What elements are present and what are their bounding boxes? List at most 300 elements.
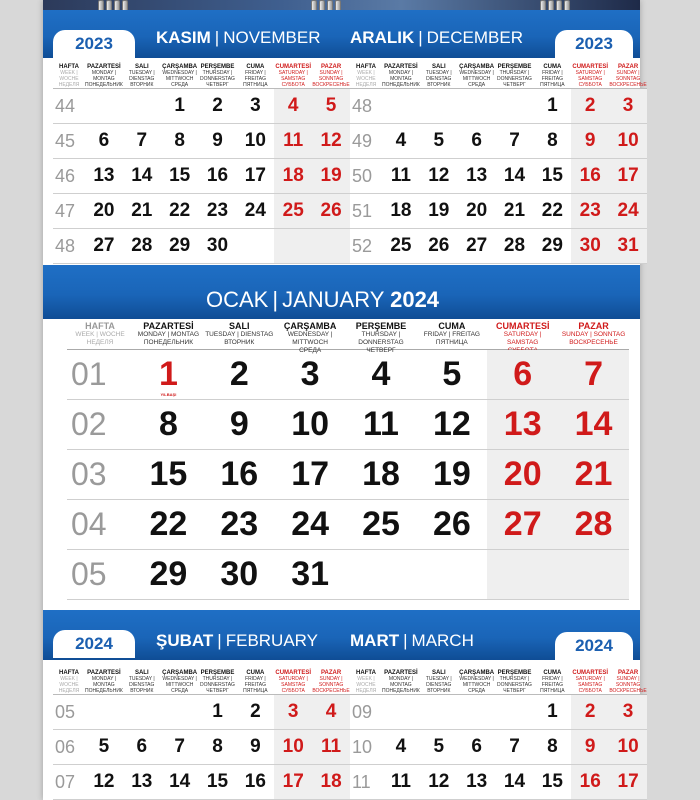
day-cell: 3 bbox=[250, 95, 261, 116]
weekday-header bbox=[571, 668, 609, 694]
month-title-february: ŞUBAT | FEBRUARY bbox=[156, 631, 318, 650]
day-cell: 13 bbox=[466, 165, 488, 186]
day-cell: 7 bbox=[174, 736, 185, 757]
day-cell: 29 bbox=[149, 555, 188, 593]
month-name-tr: MART bbox=[350, 631, 400, 650]
weekday-name-translations: WEEK | WOCHE НЕДЕЛЯ bbox=[355, 676, 377, 694]
day-cell: 6 bbox=[98, 130, 110, 151]
weekday-name-translations: SUNDAY | SONNTAG ВОСКРЕСЕНЬЕ bbox=[312, 676, 350, 694]
day-cell: 17 bbox=[244, 165, 266, 186]
day-cell: 11 bbox=[312, 730, 350, 764]
weekday-name-translations: THURSDAY | DONNERSTAG ЧЕТВЕРГ bbox=[497, 70, 532, 88]
weekday-name-translations: TUESDAY | DIENSTAG ВТОРНИК bbox=[425, 676, 452, 694]
weekday-header bbox=[420, 668, 458, 694]
day-cell bbox=[558, 550, 629, 599]
week-number: 09 bbox=[352, 702, 373, 722]
weekday-name-translations: FRIDAY | FREITAG ПЯТНИЦА bbox=[540, 70, 565, 88]
weekday-name-translations: SATURDAY | SAMSTAG СУББОТА bbox=[278, 676, 308, 694]
week-row bbox=[67, 500, 629, 550]
week-number: 10 bbox=[352, 737, 373, 757]
day-cell bbox=[496, 89, 534, 123]
day-cell: 17 bbox=[274, 765, 312, 799]
week-column-header bbox=[53, 62, 85, 88]
day-cell: 2 bbox=[229, 355, 249, 393]
day-cell bbox=[458, 695, 496, 729]
day-cell: 26 bbox=[432, 505, 471, 543]
month-name-tr: ARALIK bbox=[350, 28, 415, 47]
weekday-header bbox=[199, 668, 237, 694]
day-cell: 17 bbox=[609, 765, 647, 799]
holiday-label: YILBAŞI bbox=[160, 392, 177, 397]
weekday-header bbox=[123, 668, 161, 694]
day-cell bbox=[123, 89, 161, 123]
weekday-name-translations: THURSDAY | DONNERSTAG ЧЕТВЕРГ bbox=[497, 676, 532, 694]
day-cell: 19 bbox=[312, 159, 350, 193]
weekday-name-tr: ÇARŞAMBA bbox=[459, 64, 495, 70]
weekday-header-row bbox=[350, 62, 647, 89]
weekday-header bbox=[382, 668, 420, 694]
weekday-name-tr: PERŞEMBE bbox=[497, 64, 532, 70]
month-name-tr: ŞUBAT bbox=[156, 631, 214, 650]
week-row bbox=[53, 124, 350, 159]
day-cell: 18 bbox=[312, 765, 350, 799]
day-cell: 12 bbox=[428, 165, 450, 186]
day-cell: 13 bbox=[466, 771, 488, 792]
week-row bbox=[350, 159, 647, 194]
day-cell: 5 bbox=[442, 355, 462, 393]
day-cell: 18 bbox=[390, 200, 412, 221]
weekday-header bbox=[312, 668, 350, 694]
month-year: 2024 bbox=[390, 287, 440, 312]
day-cell: 1 bbox=[547, 95, 558, 116]
day-cell: 12 bbox=[432, 405, 471, 443]
day-cell: 14 bbox=[503, 165, 526, 186]
weekday-name-translations: SATURDAY | SAMSTAG СУББОТА bbox=[278, 70, 308, 88]
weekday-name-tr: SALI bbox=[134, 64, 149, 70]
weekday-name-tr: PAZARTESİ bbox=[384, 670, 418, 676]
week-number: 01 bbox=[71, 356, 107, 392]
day-cell: 8 bbox=[212, 736, 223, 757]
day-cell: 2 bbox=[250, 701, 261, 722]
day-cell: 8 bbox=[547, 130, 558, 151]
day-cell: 21 bbox=[558, 450, 629, 499]
day-cell: 12 bbox=[428, 771, 450, 792]
week-row bbox=[53, 229, 350, 264]
weekday-header bbox=[496, 62, 534, 88]
day-cell: 20 bbox=[466, 200, 488, 221]
weekday-name-translations: WEEK | WOCHE НЕДЕЛЯ bbox=[58, 70, 80, 88]
day-cell: 4 bbox=[274, 89, 312, 123]
weekday-name-translations: THURSDAY | DONNERSTAG ЧЕТВЕРГ bbox=[358, 331, 404, 354]
weekday-header bbox=[458, 668, 496, 694]
weekday-name-translations: FRIDAY | FREITAG ПЯТНИЦА bbox=[243, 676, 268, 694]
day-cell: 15 bbox=[169, 165, 191, 186]
weekday-header bbox=[382, 62, 420, 88]
day-cell: 1 bbox=[547, 701, 558, 722]
day-cell: 10 bbox=[291, 405, 330, 443]
weekday-name-tr: ÇARŞAMBA bbox=[459, 670, 495, 676]
weekday-header bbox=[458, 62, 496, 88]
weekday-name-tr: ÇARŞAMBA bbox=[283, 321, 337, 331]
weekday-header bbox=[161, 62, 199, 88]
day-cell: 17 bbox=[609, 159, 647, 193]
day-cell: 2 bbox=[571, 89, 609, 123]
day-cell: 3 bbox=[609, 695, 647, 729]
month-grid-november bbox=[53, 62, 350, 264]
weekday-name-translations: TUESDAY | DIENSTAG ВТОРНИК bbox=[128, 70, 155, 88]
day-cell: 6 bbox=[471, 736, 482, 757]
day-cell: 12 bbox=[312, 124, 350, 158]
day-cell: 24 bbox=[244, 200, 266, 221]
weekday-name-translations: FRIDAY | FREITAG ПЯТНИЦА bbox=[423, 331, 480, 346]
week-number: 51 bbox=[352, 201, 373, 221]
week-row bbox=[350, 194, 647, 229]
day-cell: 23 bbox=[220, 505, 259, 543]
weekday-header bbox=[571, 62, 609, 88]
day-cell bbox=[236, 229, 274, 263]
weekday-name-tr: HAFTA bbox=[356, 64, 376, 70]
weekday-name-tr: HAFTA bbox=[85, 321, 115, 331]
day-cell: 13 bbox=[487, 400, 558, 449]
day-cell bbox=[496, 695, 534, 729]
day-cell: 10 bbox=[609, 124, 647, 158]
day-cell: 1 bbox=[212, 701, 223, 722]
day-cell: 11 bbox=[390, 771, 411, 792]
week-row bbox=[350, 765, 647, 800]
weekday-header bbox=[274, 668, 312, 694]
day-cell: 16 bbox=[571, 765, 609, 799]
day-cell: 16 bbox=[206, 165, 229, 186]
weekday-name-tr: PAZAR bbox=[320, 670, 342, 676]
day-cell: 4 bbox=[371, 355, 391, 393]
weekday-name-translations: WEDNESDAY | MITTWOCH СРЕДА bbox=[459, 676, 494, 694]
day-cell: 31 bbox=[291, 555, 330, 593]
day-cell: 3 bbox=[300, 355, 320, 393]
weekday-header bbox=[123, 62, 161, 88]
day-cell: 22 bbox=[169, 200, 191, 221]
weekday-header bbox=[85, 668, 123, 694]
weekday-name-translations: WEEK | WOCHE НЕДЕЛЯ bbox=[58, 676, 80, 694]
day-cell: 30 bbox=[220, 555, 259, 593]
month-grid-february bbox=[53, 668, 350, 800]
day-cell bbox=[382, 695, 420, 729]
day-cell: 14 bbox=[558, 400, 629, 449]
weekday-header bbox=[312, 62, 350, 88]
day-cell: 7 bbox=[509, 736, 520, 757]
month-grid-december bbox=[350, 62, 647, 264]
month-name-en: DECEMBER bbox=[426, 28, 523, 47]
header-band-top bbox=[43, 10, 640, 58]
weekday-name-tr: CUMARTESİ bbox=[572, 64, 609, 70]
week-number: 03 bbox=[71, 456, 107, 492]
day-cell: 24 bbox=[609, 194, 647, 228]
year-tab-left: 2024 bbox=[53, 630, 135, 658]
weekday-header bbox=[609, 668, 647, 694]
weekday-name-tr: PAZAR bbox=[617, 64, 639, 70]
day-cell: 28 bbox=[503, 235, 526, 256]
week-number: 44 bbox=[55, 96, 76, 116]
day-cell: 23 bbox=[206, 200, 229, 221]
weekday-name-translations: WEDNESDAY | MITTWOCH СРЕДА bbox=[287, 331, 333, 354]
weekday-name-translations: THURSDAY | DONNERSTAG ЧЕТВЕРГ bbox=[200, 70, 235, 88]
weekday-header bbox=[533, 62, 571, 88]
weekday-name-tr: CUMARTESİ bbox=[275, 670, 312, 676]
month-title-march: MART | MARCH bbox=[350, 631, 474, 650]
day-cell: 5 bbox=[433, 736, 445, 757]
month-name-tr: KASIM bbox=[156, 28, 211, 47]
day-cell: 26 bbox=[428, 235, 450, 256]
week-number: 05 bbox=[71, 556, 107, 592]
day-cell: 13 bbox=[131, 771, 153, 792]
weekday-name-tr: ÇARŞAMBA bbox=[162, 670, 198, 676]
day-cell: 15 bbox=[541, 165, 563, 186]
weekday-name-tr: CUMA bbox=[543, 670, 562, 676]
day-cell bbox=[420, 89, 458, 123]
weekday-header-row bbox=[53, 668, 350, 695]
week-row bbox=[350, 695, 647, 730]
day-cell: 28 bbox=[131, 235, 153, 256]
weekday-header bbox=[533, 668, 571, 694]
weekday-name-tr: PAZAR bbox=[617, 670, 639, 676]
weekday-header bbox=[161, 668, 199, 694]
weekday-name-tr: PAZAR bbox=[320, 64, 342, 70]
weekday-header bbox=[236, 668, 274, 694]
week-number: 50 bbox=[352, 166, 373, 186]
weekday-name-tr: ÇARŞAMBA bbox=[162, 64, 198, 70]
day-cell bbox=[382, 89, 420, 123]
day-cell: 8 bbox=[174, 130, 185, 151]
week-row bbox=[53, 194, 350, 229]
weekday-header bbox=[420, 62, 458, 88]
header-band-january bbox=[43, 265, 640, 319]
day-cell: 2 bbox=[571, 695, 609, 729]
week-number: 06 bbox=[55, 737, 76, 757]
week-number: 04 bbox=[71, 506, 107, 542]
weekday-name-translations: WEDNESDAY | MITTWOCH СРЕДА bbox=[162, 70, 197, 88]
day-cell: 22 bbox=[541, 200, 563, 221]
day-cell: 16 bbox=[244, 771, 266, 792]
day-cell: 10 bbox=[609, 730, 647, 764]
day-cell: 28 bbox=[558, 500, 629, 549]
week-number: 07 bbox=[55, 772, 76, 792]
weekday-name-translations: SUNDAY | SONNTAG ВОСКРЕСЕНЬЕ bbox=[312, 70, 350, 88]
month-title-november: KASIM | NOVEMBER bbox=[156, 28, 321, 47]
day-cell: 25 bbox=[362, 505, 400, 543]
day-cell: 10 bbox=[274, 730, 312, 764]
day-cell: 22 bbox=[149, 505, 188, 543]
week-number: 05 bbox=[55, 702, 76, 722]
day-cell: 13 bbox=[93, 165, 115, 186]
day-cell: 19 bbox=[428, 200, 450, 221]
weekday-name-tr: CUMARTESİ bbox=[495, 321, 550, 331]
day-cell: 18 bbox=[274, 159, 312, 193]
month-name-en: NOVEMBER bbox=[223, 28, 321, 47]
day-cell: 15 bbox=[541, 771, 563, 792]
weekday-name-tr: PAZARTESİ bbox=[87, 670, 121, 676]
weekday-name-translations: MONDAY | MONTAG ПОНЕДЕЛЬНИК bbox=[85, 70, 123, 88]
week-row bbox=[350, 229, 647, 264]
week-row bbox=[53, 89, 350, 124]
year-tab-left: 2023 bbox=[53, 30, 135, 58]
day-cell: 16 bbox=[220, 455, 259, 493]
week-number: 45 bbox=[55, 131, 76, 151]
day-cell: 6 bbox=[136, 736, 148, 757]
day-cell: 30 bbox=[206, 235, 229, 256]
weekday-header bbox=[609, 62, 647, 88]
week-number: 46 bbox=[55, 166, 76, 186]
day-cell: 11 bbox=[390, 165, 411, 186]
weekday-header bbox=[496, 668, 534, 694]
week-number: 49 bbox=[352, 131, 373, 151]
day-cell: 25 bbox=[390, 235, 412, 256]
week-row bbox=[350, 730, 647, 765]
week-row bbox=[53, 730, 350, 765]
week-number: 47 bbox=[55, 201, 76, 221]
month-name-en: FEBRUARY bbox=[225, 631, 318, 650]
day-cell: 8 bbox=[547, 736, 558, 757]
weekday-name-tr: PERŞEMBE bbox=[200, 64, 235, 70]
weekday-name-tr: SALI bbox=[229, 321, 250, 331]
weekday-name-translations: THURSDAY | DONNERSTAG ЧЕТВЕРГ bbox=[200, 676, 235, 694]
weekday-name-translations: SUNDAY | SONNTAG ВОСКРЕСЕНЬЕ bbox=[609, 70, 647, 88]
month-title-january: OCAK | JANUARY 2024 bbox=[206, 287, 440, 312]
header-band-bottom bbox=[43, 610, 640, 660]
calendar-sheet bbox=[43, 0, 647, 800]
weekday-name-translations: TUESDAY | DIENSTAG ВТОРНИК bbox=[205, 331, 274, 346]
day-cell: 2 bbox=[212, 95, 223, 116]
weekday-header-row bbox=[67, 319, 629, 354]
weekday-name-translations: WEEK | WOCHE НЕДЕЛЯ bbox=[75, 331, 125, 346]
weekday-name-tr: PERŞEMBE bbox=[497, 670, 532, 676]
weekday-name-tr: PERŞEMBE bbox=[200, 670, 235, 676]
week-row bbox=[67, 400, 629, 450]
weekday-name-translations: FRIDAY | FREITAG ПЯТНИЦА bbox=[540, 676, 565, 694]
day-cell: 1 YILBAŞI bbox=[158, 355, 178, 397]
day-cell: 20 bbox=[93, 200, 115, 221]
day-cell: 14 bbox=[503, 771, 526, 792]
day-cell bbox=[161, 695, 199, 729]
week-column-header bbox=[350, 668, 382, 694]
day-cell: 21 bbox=[131, 200, 153, 221]
week-row bbox=[53, 765, 350, 800]
weekday-name-translations: MONDAY | MONTAG ПОНЕДЕЛЬНИК bbox=[137, 331, 200, 346]
weekday-name-translations: MONDAY | MONTAG ПОНЕДЕЛЬНИК bbox=[382, 70, 420, 88]
day-cell: 21 bbox=[503, 200, 526, 221]
week-column-header bbox=[53, 668, 85, 694]
day-cell bbox=[85, 89, 123, 123]
day-cell: 9 bbox=[571, 730, 609, 764]
weekday-name-tr: SALI bbox=[431, 670, 446, 676]
year-tab-right: 2023 bbox=[555, 30, 633, 58]
weekday-name-tr: PERŞEMBE bbox=[355, 321, 407, 331]
day-cell: 14 bbox=[131, 165, 153, 186]
weekday-header-row bbox=[53, 62, 350, 89]
day-cell: 7 bbox=[509, 130, 520, 151]
day-cell: 7 bbox=[558, 350, 629, 399]
day-cell: 27 bbox=[93, 235, 115, 256]
day-cell: 10 bbox=[244, 130, 266, 151]
weekday-name-tr: PAZARTESİ bbox=[384, 64, 418, 70]
week-number: 48 bbox=[55, 236, 76, 256]
day-cell: 5 bbox=[98, 736, 110, 757]
day-cell: 5 bbox=[312, 89, 350, 123]
day-cell: 20 bbox=[487, 450, 558, 499]
day-cell: 6 bbox=[471, 130, 482, 151]
day-cell: 12 bbox=[93, 771, 115, 792]
weekday-header-row bbox=[350, 668, 647, 695]
weekday-name-tr: HAFTA bbox=[59, 670, 79, 676]
month-name-en: MARCH bbox=[411, 631, 474, 650]
day-cell: 3 bbox=[274, 695, 312, 729]
weekday-name-translations: SATURDAY | SAMSTAG bbox=[503, 331, 542, 346]
day-cell: 11 bbox=[274, 124, 312, 158]
weekday-name-translations: MONDAY | MONTAG ПОНЕДЕЛЬНИК bbox=[85, 676, 123, 694]
month-name-tr: OCAK bbox=[206, 287, 269, 312]
weekday-name-tr: SALI bbox=[134, 670, 149, 676]
day-cell bbox=[123, 695, 161, 729]
day-cell: 30 bbox=[571, 229, 609, 263]
week-row bbox=[350, 124, 647, 159]
day-cell bbox=[346, 550, 417, 599]
day-cell bbox=[312, 229, 350, 263]
weekday-name-translations: WEDNESDAY | MITTWOCH СРЕДА bbox=[162, 676, 197, 694]
day-cell: 18 bbox=[362, 455, 400, 493]
day-cell: 4 bbox=[312, 695, 350, 729]
day-cell: 27 bbox=[487, 500, 558, 549]
day-cell: 31 bbox=[609, 229, 647, 263]
week-number: 02 bbox=[71, 406, 107, 442]
weekday-header bbox=[85, 62, 123, 88]
day-cell bbox=[487, 550, 558, 599]
day-cell bbox=[420, 695, 458, 729]
weekday-header bbox=[199, 62, 237, 88]
day-cell: 7 bbox=[136, 130, 148, 151]
day-cell: 6 bbox=[487, 350, 558, 399]
weekday-name-tr: CUMA bbox=[246, 64, 265, 70]
day-cell: 9 bbox=[229, 405, 249, 443]
day-cell: 8 bbox=[158, 405, 178, 443]
weekday-name-translations: SATURDAY | SAMSTAG СУББОТА bbox=[575, 676, 605, 694]
weekday-name-tr: HAFTA bbox=[59, 64, 79, 70]
month-title-december: ARALIK | DECEMBER bbox=[350, 28, 523, 47]
week-column-header bbox=[350, 62, 382, 88]
week-number: 52 bbox=[352, 236, 373, 256]
day-cell: 9 bbox=[250, 736, 261, 757]
day-cell: 14 bbox=[169, 771, 191, 792]
week-row bbox=[53, 159, 350, 194]
day-cell: 16 bbox=[571, 159, 609, 193]
weekday-name-tr: HAFTA bbox=[356, 670, 376, 676]
day-cell: 25 bbox=[274, 194, 312, 228]
day-cell bbox=[85, 695, 123, 729]
weekday-name-tr: CUMARTESİ bbox=[572, 670, 609, 676]
day-cell: 23 bbox=[571, 194, 609, 228]
week-number: 11 bbox=[352, 772, 371, 792]
day-cell: 19 bbox=[432, 455, 471, 493]
week-row bbox=[350, 89, 647, 124]
weekday-name-tr: SALI bbox=[431, 64, 446, 70]
weekday-name-translations: SATURDAY | SAMSTAG СУББОТА bbox=[575, 70, 605, 88]
day-cell bbox=[458, 89, 496, 123]
weekday-name-translations: TUESDAY | DIENSTAG ВТОРНИК bbox=[128, 676, 155, 694]
week-row bbox=[53, 695, 350, 730]
day-cell: 26 bbox=[312, 194, 350, 228]
weekday-name-tr: PAZARTESİ bbox=[87, 64, 121, 70]
weekday-name-translations: FRIDAY | FREITAG ПЯТНИЦА bbox=[243, 70, 268, 88]
week-number: 48 bbox=[352, 96, 373, 116]
day-cell: 9 bbox=[212, 130, 223, 151]
weekday-name-tr: CUMA bbox=[438, 321, 466, 331]
